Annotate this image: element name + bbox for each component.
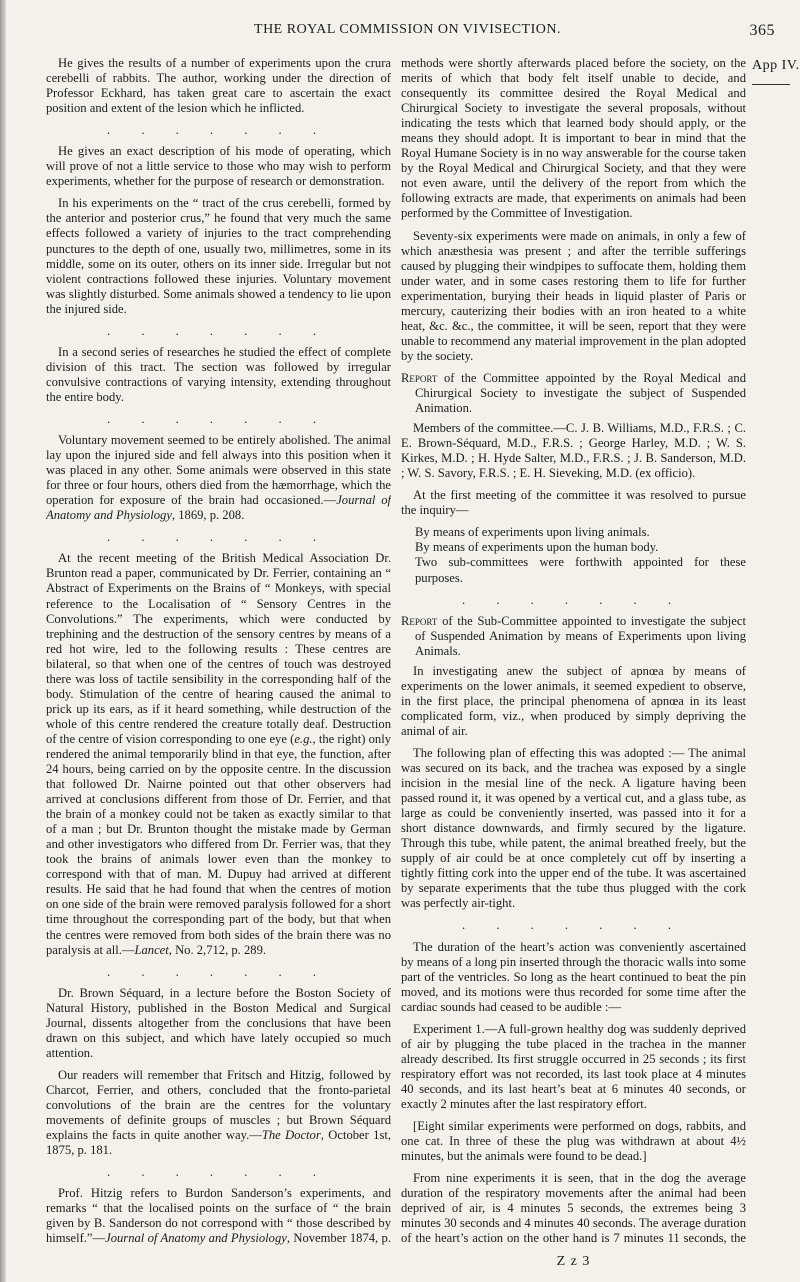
citation-tail: , No. 2,712, p. 289. — [168, 942, 267, 957]
paragraph — [46, 1186, 391, 1248]
report-title — [401, 614, 746, 659]
right-column — [401, 56, 746, 1248]
paragraph: Experiment 1.—A full-grown healthy dog was suddenly deprived of air by plugging the tube placed in the trachea in the manner already described. Its first struggle occurred in 25 seconds ; its first respiratory effort was not recorded, its last took place at 4 minutes 40 seconds, and its last heart’s beat at 6 minutes 40 seconds, or exactly 2 minutes after the last respiratory effort. — [401, 1021, 746, 1111]
ellipsis-separator: . . . . . . . — [107, 1165, 330, 1180]
paragraph: At the first meeting of the committee it was resolved to pursue the inquiry— — [401, 488, 746, 518]
paragraph: The duration of the heart’s action was conveniently ascertained by means of a long pin inserted through the thoracic walls into some part of the ventricles. So long as the heart continued to beat the pin moved, and its motions were thus recorded for some time after the cardiac sounds had ceased to be audible :— — [401, 939, 746, 1014]
ellipsis-separator: . . . . . . . — [107, 123, 330, 138]
ellipsis-separator: . . . . . . . — [107, 530, 330, 545]
running-header — [40, 22, 775, 44]
report-title-text: of the Sub-Committee appointed to investigate the subject of Suspended Animation by means of Experiments upon living Animals. — [415, 613, 746, 658]
ellipsis-separator: . . . . . . . — [107, 323, 330, 338]
citation-end — [117, 1246, 153, 1248]
list-item: Two sub-committees were forthwith appointed for these purposes. — [415, 555, 746, 585]
paragraph-text: Voluntary movement seemed to be entirely abolished. The animal lay upon the injured side and fell always into this position when it was placed in any other. Some animals were observed in this state for three or four hours, others died from the hæmorrhage, which the operation for exposure of the brain had occasioned.— — [46, 433, 391, 508]
paragraph — [46, 433, 391, 523]
paragraph: In investigating anew the subject of apnœa by means of experiments on the lower animals, it seemed expedient to observe, in the first place, the principal phenomena of apnœa in its least complicated form, viz., when produced by simply depriving the animal of air. — [401, 663, 746, 738]
paragraph: In a second series of researches he studied the effect of complete division of this tract. The section was followed by irregular convulsive contractions of varying intensity, extending throughout the entire body. — [46, 344, 391, 404]
citation-tail: , October 1st, 1875, p. 181. — [46, 1128, 391, 1158]
latin-abbrev: e.g. — [294, 731, 313, 746]
margin-rule — [752, 84, 790, 85]
paragraph: Members of the committee.—C. J. B. Williams, M.D., F.R.S. ; C. E. Brown-Séquard, M.D., F.R.S. ; George Harley, M.D. ; W. S. Kirkes, M.D. ; H. Hyde Salter, M.D., F.R.S. ; J. B. Sanderson, M.D. ; W. S. Savory, F.R.S. ; E. H. Sieveking, M.D. (ex officio). — [401, 421, 746, 481]
ellipsis-separator: . . . . . . . — [107, 411, 330, 426]
report-title-text: of the Committee appointed by the Royal Medical and Chirurgical Society to investigate the subject of Suspended Animation. — [415, 370, 746, 416]
running-title: THE ROYAL COMMISSION ON VIVISECTION. — [254, 22, 561, 37]
citation-tail: , 1869, p. 208. — [171, 508, 245, 523]
appendix-label-text: App IV. — [752, 58, 800, 73]
signature-mark: Z z 3 — [556, 1254, 591, 1269]
report-lead: Report — [401, 613, 438, 628]
list-item: By means of experiments upon the human body. — [415, 540, 659, 555]
left-column — [46, 56, 391, 1248]
paragraph: He gives an exact description of his mode of operating, which will prove of not a little service to those who may wish to perform experiments, whether for the purpose of research or demonstration. — [46, 144, 391, 189]
paragraph: From nine experiments it is seen, that in the dog the average duration of the respiratory movements after the animal had been deprived of air, is 4 minutes 5 seconds, the extremes being 3 minutes 30 seconds and 4 minutes 40 seconds. The average duration of the heart’s action on the other hand is 7 minutes 11 seconds, the — [401, 1171, 746, 1246]
list-item: By means of experiments upon living animals. — [415, 525, 650, 540]
report-lead: Report — [401, 370, 438, 385]
paragraph-text: Prof. Hitzig refers to Burdon Sanderson’s experiments, and remarks “ that the localised points on the surface of “ the brain given by B. Sanderson do not correspond with “ those described by himself.”— — [46, 1186, 391, 1246]
citation-tail: , November 1874, p. — [286, 1231, 391, 1246]
paragraph: methods were shortly afterwards placed before the society, on the merits of which that body felt itself unable to decide, and consequently its committee desired the Royal Medical and Chirurgical Society to investigate the several proposals, without indicating the tests which that learned body should apply, or the means they should adopt. It is important to bear in mind that the Royal Humane Society is in no way answerable for the course taken by the Royal Medical and Chirurgical Society, and that they were not even aware, until the delivery of the report from which the following extracts are made, that experiments on animals had been performed by the Committee of Investigation. — [401, 56, 746, 221]
page-number: 365 — [749, 22, 775, 39]
resolution-list — [401, 525, 746, 585]
paragraph — [46, 1068, 391, 1158]
paragraph-text: At the recent meeting of the British Medical Association Dr. Brunton read a paper, communicated by Dr. Ferrier, containing an “ Abstract of Experiments on the Brains of “ Monkeys, with special reference to the Localisation of “ Sensory Centres in the Convolutions.” The experiments, which were conducted by trephining and the destruction of the sensory centres by means of a red hot wire, led to the following results : These centres are bilateral, so that when one of the centres of touch was destroyed there was loss of tactile sensibility in the corresponding half of the body. Stimulation of the centre of hearing caused the animal to prick up its ears, as if it heard something, while destruction of the whole of this centre rendered the creature totally deaf. Destruction of the centre of vision corresponding to one eye ( — [46, 551, 391, 746]
page-edge-shadow — [0, 0, 6, 1282]
paragraph-text: , the right) only rendered the animal temporarily blind in that eye, the function, after 24 hours, being carried on by the opposite centre. In the discussion that followed Dr. Nairne pointed out that other observers had arrived at conclusions different from those of Dr. Ferrier, and that the brain of a monkey could not be taken as exactly similar to that of a man ; but Dr. Brunton thought the mistake made by German and other investigators who differed from Dr. Ferrier was, that they took the brains of animals lower even than the monkey to correspond with that of man. M. Dupuy had arrived at different results. He said that he had found that when the centres of motion on one side of the brain were removed paralysis followed for a short time throughout the corresponding part of the body, but that when the centres were removed from both sides of the brain there was no paralysis at all.— — [46, 731, 391, 957]
ellipsis-separator: . . . . . . . — [462, 918, 685, 933]
paragraph: He gives the results of a number of experiments upon the crura cerebelli of rabbits. The author, working under the direction of Professor Eckhard, has taken great care to ascertain the exact position and extent of the lesion which he inflicted. — [46, 56, 391, 116]
paragraph: In his experiments on the “ tract of the crus cerebelli, formed by the anterior and posterior crus,” he found that very much the same effects followed a variety of injuries to the tract comprehending punctures to the depth of one, usually two, millimetres, some in its middle, some on its outer, others on its inner side. Irregular but not violent contractions followed these injuries. Voluntary movement was slightly disturbed. Some animals showed a tendency to lie upon the injured side. — [46, 196, 391, 316]
citation-source: Lancet — [134, 942, 169, 957]
report-title — [401, 371, 746, 416]
paragraph: Dr. Brown Séquard, in a lecture before the Boston Society of Natural History, published in the Boston Medical and Surgical Journal, dissents altogether from the conclusions that have been drawn on this subject, and which have lately occupied so much attention. — [46, 985, 391, 1060]
paragraph: The following plan of effecting this was adopted :— The animal was secured on its back, and the trachea was exposed by a single incision in the mesial line of the neck. A ligature having been passed round it, it was opened by a vertical cut, and a glass tube, as large as could be conveniently inserted, was passed into it for a short distance downwards, and firmly secured by the ligature. Through this tube, while patent, the animal breathed freely, but the supply of air could be at once completely cut off by inserting a tightly fitting cork into the upper end of the tube. It was ascertained by separate experiments that the tube thus plugged with the cork was perfectly air-tight. — [401, 745, 746, 911]
ellipsis-separator: . . . . . . . — [107, 964, 330, 979]
citation-source: The Doctor — [261, 1128, 321, 1143]
ellipsis-separator: . . . . . . . — [462, 592, 685, 607]
see-also — [75, 1246, 117, 1248]
paragraph — [46, 551, 391, 957]
citation-source: Journal of Anatomy and Physiology — [105, 1231, 287, 1246]
paragraph: [Eight similar experiments were performed on dogs, rabbits, and one cat. In three of these the plug was withdrawn at about 4½ minutes, but the animals were found to be dead.] — [401, 1119, 746, 1164]
paragraph-text: Our readers will remember that Fritsch and Hitzig, followed by Charcot, Ferrier, and others, concluded that the fronto-parietal convolutions of the brain are the centres for the voluntary movements of definite groups of muscles ; but Brown Séquard explains the facts in quite another way.— — [46, 1067, 391, 1143]
appendix-marginal-label — [752, 58, 800, 85]
citation-source: Journal of Anatomy and Physiology — [46, 493, 391, 523]
paragraph: Seventy-six experiments were made on animals, in only a few of which anæsthesia was present ; and after the terrible sufferings caused by plugging their windpipes to suffocate them, holding them under water, and in some cases restoring them to life for further experimentation, burying their heads in liquid plaster of Paris or mercury, cauterizing their bodies with an iron heated to a white heat, &c. &c., the committee, it will be seen, report that they were unable to recommend any material improvement in the plan adopted by the society. — [401, 228, 746, 363]
